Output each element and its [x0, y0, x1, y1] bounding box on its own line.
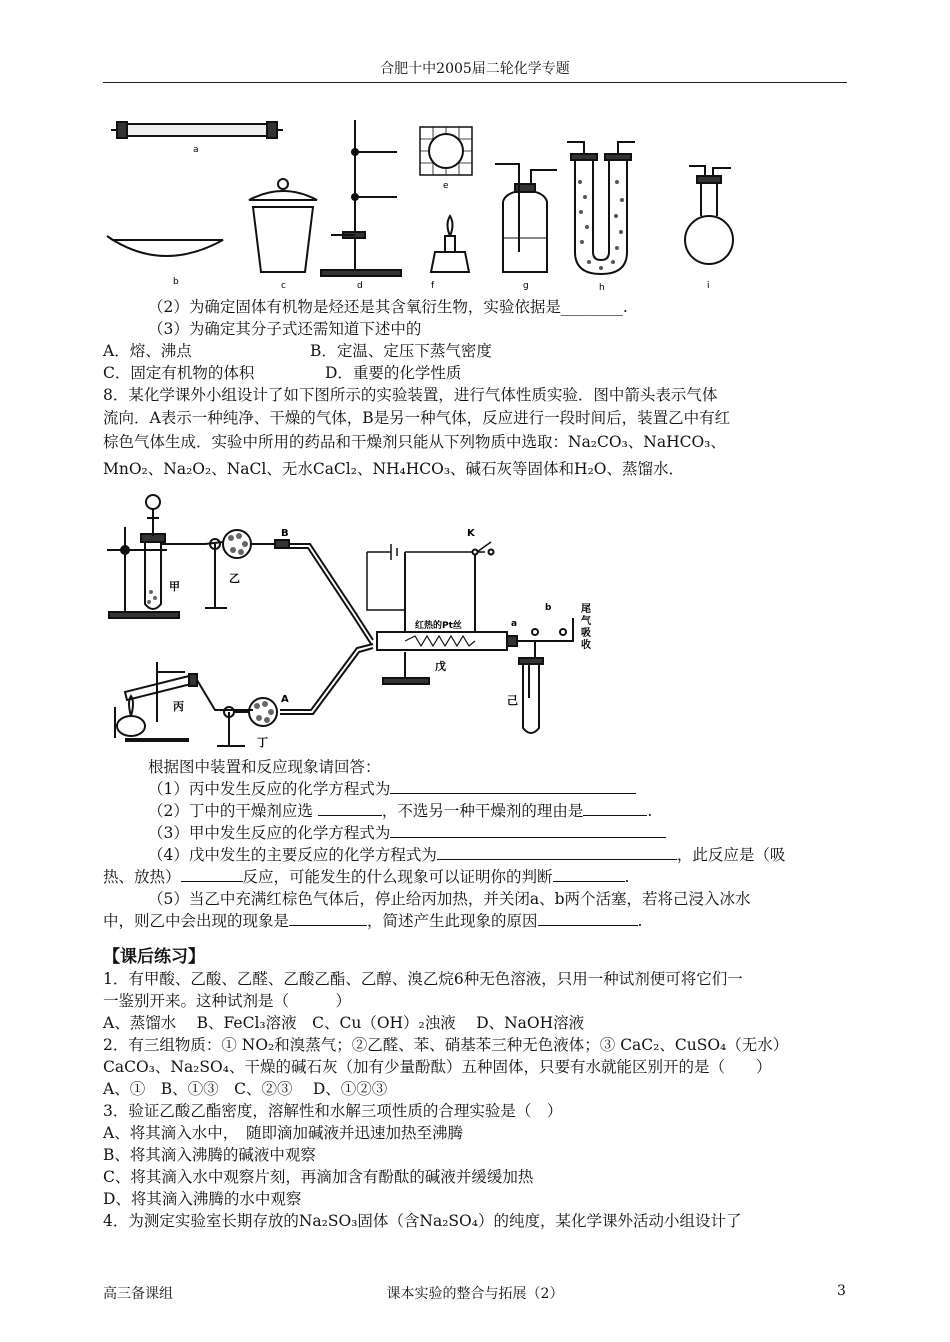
hw-q2-line1: 2．有三组物质：① NO₂和溴蒸气；②乙醛、苯、硝基苯三种无色液体；③ CaC₂、CuSO₄（无水）: [103, 1036, 789, 1054]
q7-option-a: A．熔、沸点: [103, 342, 192, 360]
label-d: d: [357, 281, 363, 291]
q8-sub1: [103, 778, 892, 800]
q8-sub2: [103, 800, 892, 822]
q7-option-d: D．重要的化学性质: [325, 364, 462, 382]
label-pt-wire: 红热的Pt丝: [415, 621, 462, 631]
q8-sub2-text: （2）丁中的干燥剂应选: [148, 802, 313, 820]
q8-sub5-text-b: 中，则乙中会出现的现象是: [103, 912, 290, 930]
label-b-gas: B: [281, 528, 289, 539]
q7-options-ab: [103, 340, 847, 362]
label-tail-3: 吸: [581, 628, 591, 639]
hw-q1-line2: 一鉴别开来。这种试剂是（ ）: [103, 992, 352, 1010]
label-h: h: [599, 283, 605, 293]
label-a-gas: A: [281, 694, 289, 705]
homework-title: 【课后练习】: [103, 947, 205, 967]
hw-q3-option-b: B、将其滴入沸腾的碱液中观察: [103, 1146, 316, 1164]
label-tail-4: 收: [581, 640, 591, 651]
period: .: [647, 802, 653, 820]
label-ding: 丁: [257, 736, 268, 749]
label-valve-a: a: [511, 619, 518, 629]
answer-blank: [289, 911, 367, 926]
answer-blank: [538, 911, 638, 926]
period: .: [637, 912, 643, 930]
q8-line-1: 8．某化学课外小组设计了如下图所示的实验装置，进行气体性质实验．图中箭头表示气体: [103, 386, 718, 404]
answer-blank: [318, 801, 382, 816]
hw-q4: 4．为测定实验室长期存放的Na₂SO₃固体（含Na₂SO₄）的纯度，某化学课外活动小组设计了: [103, 1212, 742, 1230]
label-wu: 戊: [435, 660, 446, 673]
q7-part3: （3）为确定其分子式还需知道下述中的: [148, 320, 422, 338]
footer-left: 高三备课组: [103, 1286, 173, 1302]
footer-center: 课本实验的整合与拓展（2）: [386, 1286, 564, 1302]
q8-sub1-text: （1）丙中发生反应的化学方程式为: [148, 780, 391, 798]
answer-blank: [181, 867, 243, 882]
apparatus-figure-2: [105, 492, 745, 750]
q8-sub3-text: （3）甲中发生反应的化学方程式为: [148, 824, 391, 842]
answer-blank: [437, 845, 677, 860]
hw-q3: 3．验证乙酸乙酯密度，溶解性和水解三项性质的合理实验是（ ）: [103, 1102, 563, 1120]
label-jia: 甲: [169, 580, 180, 593]
q8-sub4: [103, 844, 892, 866]
label-i: i: [707, 281, 710, 291]
q8-intro: 根据图中装置和反应现象请回答：: [148, 758, 381, 776]
hw-q1-line1: 1．有甲酸、乙酸、乙醛、乙酸乙酯、乙醇、溴乙烷6种无色溶液，只用一种试剂便可将它们一: [103, 970, 743, 988]
answer-blank: [553, 867, 625, 882]
q8-sub4-text-b: ，此反应是（吸: [676, 846, 786, 864]
hw-q1-options: A、蒸馏水 B、FeCl₃溶液 C、Cu（OH）₂浊液 D、NaOH溶液: [103, 1014, 585, 1032]
label-e: e: [443, 181, 449, 191]
q8-sub4-text-c: 热、放热）: [103, 868, 181, 886]
period: .: [624, 868, 630, 886]
q8-sub4-text-d: 反应，可能发生的什么现象可以证明你的判断: [242, 868, 553, 886]
label-k: K: [467, 528, 475, 539]
label-ji: 己: [507, 694, 518, 707]
label-a: a: [193, 145, 199, 155]
q7-option-c: C．固定有机物的体积: [103, 364, 255, 382]
hw-q2-line2: CaCO₃、Na₂SO₄、干燥的碱石灰（加有少量酚酞）五种固体，只要有水就能区别开的是（ ）: [103, 1058, 772, 1076]
label-bing: 丙: [173, 700, 184, 713]
q7-option-b: B．定温、定压下蒸气密度: [310, 342, 492, 360]
answer-blank: [583, 801, 647, 816]
apparatus-figure-1: [105, 112, 745, 294]
q8-line-4: MnO₂、Na₂O₂、NaCl、无水CaCl₂、NH₄HCO₃、碱石灰等固体和H₂O、蒸馏水．: [103, 460, 684, 478]
q8-sub5-cont: [103, 910, 847, 932]
q8-sub5-text-c: ，简述产生此现象的原因: [367, 912, 538, 930]
hw-q2-options: A、① B、①③ C、②③ D、①②③: [103, 1080, 388, 1098]
q8-line-3: 棕色气体生成．实验中所用的药品和干燥剂只能从下列物质中选取：Na₂CO₃、NaHCO₃、: [103, 433, 726, 451]
hw-q3-option-c: C、将其滴入水中观察片刻，再滴加含有酚酞的碱液并缓缓加热: [103, 1168, 534, 1186]
label-c: c: [281, 281, 286, 291]
q8-sub5: （5）当乙中充满红棕色气体后，停止给丙加热，并关闭a、b两个活塞，若将己浸入冰水: [148, 890, 751, 908]
answer-blank: [390, 823, 666, 838]
label-tail-2: 气: [581, 616, 591, 627]
label-tail-1: 尾: [581, 604, 591, 615]
q8-sub4-cont: [103, 866, 847, 888]
label-valve-b: b: [545, 603, 552, 613]
q8-sub3: [103, 822, 892, 844]
answer-blank: [390, 779, 636, 794]
label-b: b: [173, 277, 179, 287]
label-f: f: [431, 281, 435, 291]
q8-sub2-text-b: ，不选另一种干燥剂的理由是: [381, 802, 584, 820]
hw-q3-option-a: A、将其滴入水中， 随即滴加碱液并迅速加热至沸腾: [103, 1124, 463, 1142]
page-number: 3: [837, 1283, 846, 1299]
q7-options-cd: [103, 362, 847, 384]
q7-part2: （2）为确定固体有机物是烃还是其含氧衍生物，实验依据是________.: [148, 298, 628, 316]
header-rule: [103, 82, 847, 83]
q8-sub4-text: （4）戊中发生的主要反应的化学方程式为: [148, 846, 437, 864]
label-yi: 乙: [229, 572, 240, 585]
page-header: 合肥十中2005届二轮化学专题: [380, 61, 570, 77]
label-g: g: [523, 281, 529, 291]
hw-q3-option-d: D、将其滴入沸腾的水中观察: [103, 1190, 302, 1208]
q8-line-2: 流向．A表示一种纯净、干燥的气体，B是另一种气体，反应进行一段时间后，装置乙中有红: [103, 409, 731, 427]
